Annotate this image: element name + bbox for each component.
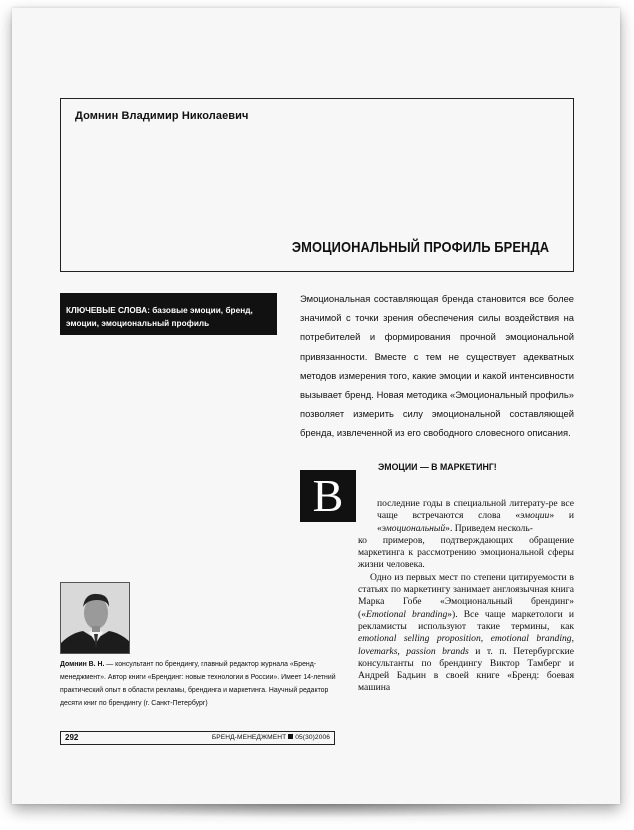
- paragraph-2: Одно из первых мест по степени цитируемости в статьях по маркетингу занимает англоязычная книга Марка Гобе «Эмоциональный брендинг» («Emotional branding»). Все чаще маркетологи и рекламисты используют такие термины, как emotional selling proposition, emotional branding, lovemarks, passion brands и т. п. Петербургские консультанты по брендингу Виктор Тамберг и Андрей Бадьин в своей книге «Бренд: боевая машина: [358, 571, 574, 694]
- section-heading: ЭМОЦИИ — В МАРКЕТИНГ!: [378, 462, 497, 472]
- abstract: Эмоциональная составляющая бренда становится все более значимой с точки зрения обеспечения силы воздействия на потребителей и формирования прочной эмоциональной привязанности. Вместе с тем не существует адекватных методов измерения того, какие эмоции и какой интенсивности вызывает бренд. Новая методика «Эмоциональный профиль» позволяет измерить силу эмоциональной составляющей бренда, извлеченной из его свободного словесного описания.: [300, 293, 574, 439]
- paragraph-1-lead: последние годы в специальной литерату-ре все чаще встречаются слова «эмоции» и «эмоциональный». Приведем несколь-: [377, 498, 574, 534]
- keywords-label: КЛЮЧЕВЫЕ СЛОВА:: [66, 306, 150, 315]
- author-bio: [60, 658, 336, 710]
- article-body: [300, 498, 574, 695]
- square-bullet-icon: [288, 734, 293, 739]
- article-title: ЭМОЦИОНАЛЬНЫЙ ПРОФИЛЬ БРЕНДА: [291, 239, 549, 256]
- keywords-box: [60, 293, 277, 335]
- paragraph-1-rest: ко примеров, подтверждающих обращение маркетинга к рассмотрению эмоциональной сферы жизни человека.: [358, 534, 574, 571]
- page-shadow: [30, 804, 600, 818]
- page-number: 292: [65, 733, 79, 742]
- drop-cap: В: [300, 470, 356, 522]
- author-photo: [60, 582, 130, 654]
- bio-name: Домнин В. Н.: [60, 661, 105, 668]
- page-footer: [60, 731, 335, 745]
- author-name: Домнин Владимир Николаевич: [75, 110, 249, 122]
- title-box: [60, 98, 574, 272]
- journal-name: БРЕНД-МЕНЕДЖМЕНТ: [211, 734, 287, 741]
- bio-text: — консультант по брендингу, главный редактор журнала «Бренд-менеджмент». Автор книги «Брендинг: новые технологии в России». Имеет 14-летний практический опыт в области рекламы, брендинга и маркетинга. Научный редактор десяти книг по брендингу (г. Санкт-Петербург): [60, 661, 336, 708]
- keywords-text-2: эмоции, эмоциональный профиль: [66, 319, 210, 328]
- issue-number: 05(30)2006: [295, 734, 330, 741]
- keywords-text: базовые эмоции, бренд,: [152, 306, 253, 315]
- journal-info: [212, 734, 330, 741]
